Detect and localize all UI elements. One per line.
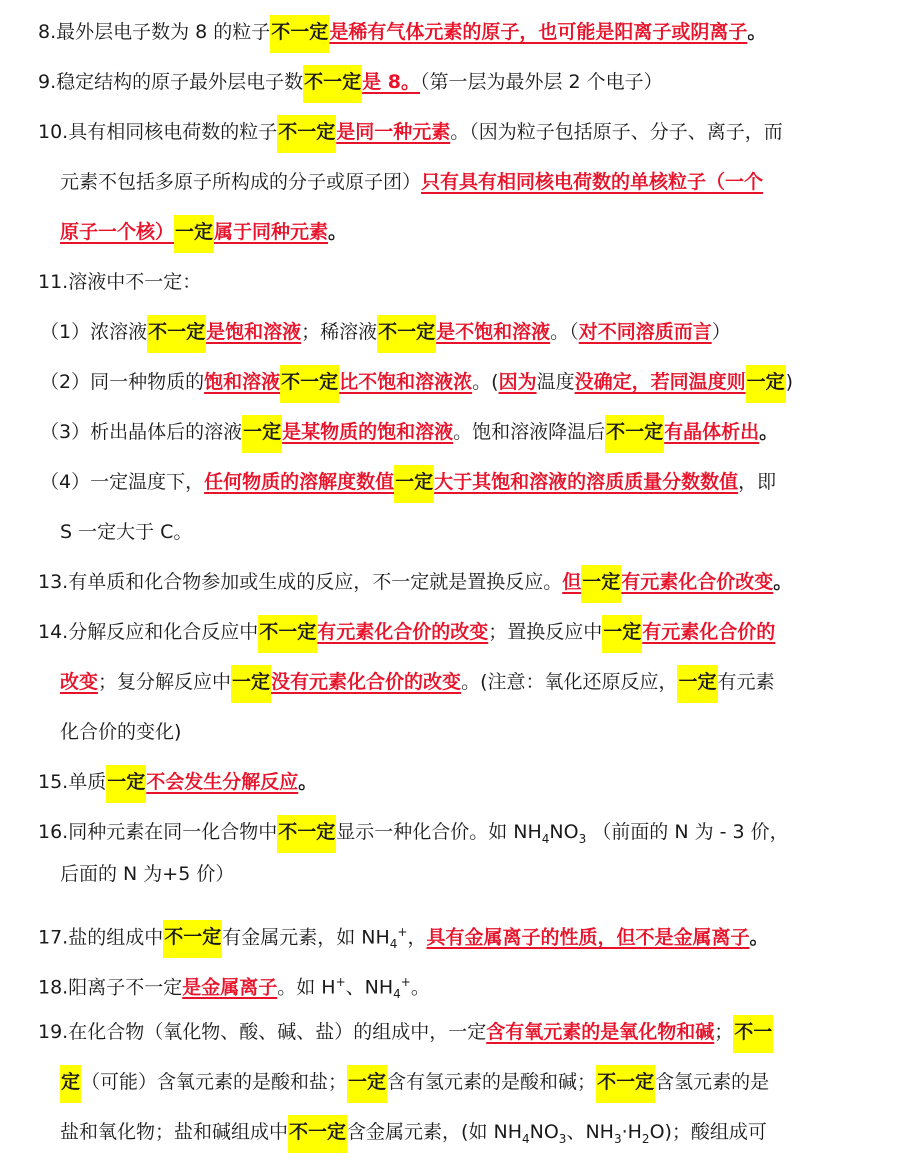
item-9-text: 9.稳定结构的原子最外层电子数 <box>38 71 304 93</box>
red-emphasis: 有元素化合价改变 <box>621 571 774 593</box>
highlight: 不一定 <box>163 920 222 958</box>
text: 。如 H <box>277 976 336 999</box>
red-emphasis: 比不饱和溶液浓 <box>339 371 473 393</box>
punct: 。 <box>773 571 793 593</box>
text: 化合价的变化) <box>60 721 182 743</box>
text: ， <box>407 926 427 949</box>
text: 。( <box>472 371 499 393</box>
text: ·H <box>621 1121 642 1143</box>
item-18-text: 18.阳离子不一定 <box>38 976 183 999</box>
text: 。（ <box>550 321 579 343</box>
text: ；稀溶液 <box>301 321 378 343</box>
highlight: 不一定 <box>277 115 336 153</box>
highlight: 一定 <box>581 565 621 603</box>
text: 含金属元素，(如 NH <box>347 1121 522 1143</box>
red-emphasis: 具有金属离子的性质，但不是金属离子 <box>426 926 750 949</box>
highlight: 一定 <box>174 215 214 253</box>
red-emphasis: 有元素化合价的改变 <box>317 621 489 643</box>
subscript: 2 <box>641 1131 650 1146</box>
highlight: 一定 <box>746 365 786 403</box>
item-19-line-2 <box>60 1064 769 1100</box>
item-17-text: 17.盐的组成中 <box>38 926 164 949</box>
item-14-line-3 <box>60 714 181 750</box>
item-10-line-2 <box>60 164 763 200</box>
highlight: 不一定 <box>303 65 362 103</box>
subscript: 4 <box>389 937 398 952</box>
red-emphasis: 是某物质的饱和溶液 <box>282 421 454 443</box>
text: （2）同一种物质的 <box>40 371 205 393</box>
item-17 <box>38 914 769 950</box>
text: ，即 <box>738 471 777 493</box>
item-16-text: 16.同种元素在同一化合物中 <box>38 821 278 843</box>
red-emphasis: 没确定，若同温度则 <box>574 371 746 393</box>
red-emphasis: 改变 <box>60 671 99 693</box>
item-14-line-1 <box>38 614 775 650</box>
item-15-text: 15.单质 <box>38 771 107 793</box>
text: 显示一种化合价。如 NH <box>336 821 542 843</box>
superscript: + <box>400 975 411 989</box>
item-10-text: 10.具有相同核电荷数的粒子 <box>38 121 278 143</box>
text: 盐和氧化物；盐和碱组成中 <box>60 1121 289 1143</box>
text: ；置换反应中 <box>488 621 603 643</box>
red-emphasis: 是饱和溶液 <box>206 321 302 343</box>
red-emphasis: 有元素化合价的 <box>642 621 776 643</box>
red-emphasis: 只有具有相同核电荷数的单核粒子（一个 <box>421 171 764 193</box>
red-emphasis: 是 8。 <box>362 71 420 93</box>
note: 。（因为粒子包括原子、分子、离子，而 <box>450 121 783 143</box>
text: O)；酸组成可 <box>649 1121 767 1143</box>
highlight: 一定 <box>231 665 271 703</box>
text: （1）浓溶液 <box>40 321 148 343</box>
superscript: + <box>397 925 408 939</box>
highlight: 不一 <box>733 1015 773 1053</box>
subscript: 3 <box>558 1131 567 1146</box>
item-15 <box>38 764 317 800</box>
item-16-line-1 <box>38 814 789 850</box>
text: 有元素 <box>717 671 775 693</box>
subscript: 3 <box>613 1131 622 1146</box>
subscript: 4 <box>393 987 401 1002</box>
red-emphasis: 是同一种元素 <box>336 121 451 143</box>
subscript: 4 <box>521 1131 530 1146</box>
red-emphasis: 饱和溶液 <box>204 371 281 393</box>
text: 温度 <box>536 371 575 393</box>
item-11-sub-4-cont <box>60 514 192 550</box>
red-emphasis: 是金属离子 <box>182 976 278 999</box>
highlight: 不一定 <box>277 815 336 853</box>
text: 含有氢元素的是酸和碱； <box>387 1071 597 1093</box>
subscript: 4 <box>541 831 550 846</box>
text: ） <box>711 321 731 343</box>
punct: 。 <box>328 221 348 243</box>
text: （3）析出晶体后的溶液 <box>40 421 243 443</box>
highlight: 不一定 <box>280 365 339 403</box>
text: 。饱和溶液降温后 <box>453 421 606 443</box>
highlight: 一定 <box>602 615 642 653</box>
text: NO <box>549 821 579 843</box>
red-emphasis: 含有氧元素的是氧化物和碱 <box>486 1021 715 1043</box>
text: 有金属元素，如 NH <box>222 926 390 949</box>
highlight: 一定 <box>242 415 282 453</box>
text: 。(注意：氧化还原反应， <box>461 671 678 693</box>
highlight: 一定 <box>394 465 434 503</box>
red-emphasis: 是不饱和溶液 <box>436 321 551 343</box>
text: NO <box>529 1121 559 1143</box>
item-11-sub-1 <box>40 314 731 350</box>
subscript: 3 <box>578 831 587 846</box>
red-emphasis: 属于同种元素 <box>214 221 329 243</box>
red-emphasis: 是稀有气体元素的原子，也可能是阳离子或阴离子 <box>329 21 748 43</box>
red-emphasis: 大于其饱和溶液的溶质质量分数数值 <box>434 471 739 493</box>
punct: 。 <box>747 21 767 43</box>
text: ； <box>714 1021 734 1043</box>
highlight: 定 <box>60 1065 81 1103</box>
item-11-heading <box>38 264 201 300</box>
red-emphasis: 不会发生分解反应 <box>146 771 299 793</box>
item-19-line-3 <box>60 1114 767 1150</box>
red-emphasis: 没有元素化合价的改变 <box>271 671 462 693</box>
red-emphasis: 但 <box>562 571 582 593</box>
item-19-text: 19.在化合物（氧化物、酸、碱、盐）的组成中，一定 <box>38 1021 487 1043</box>
text: S 一定大于 C。 <box>60 521 193 543</box>
punct: 。 <box>298 771 318 793</box>
highlight: 不一定 <box>288 1115 347 1153</box>
item-13-text: 13.有单质和化合物参加或生成的反应，不一定就是置换反应。 <box>38 571 563 593</box>
text: ) <box>785 371 794 393</box>
highlight: 不一定 <box>605 415 664 453</box>
item-11-sub-2 <box>40 364 793 400</box>
item-19-line-1 <box>38 1014 773 1050</box>
red-emphasis: 因为 <box>498 371 537 393</box>
item-11-text: 11.溶液中不一定： <box>38 271 202 293</box>
text: （前面的 N 为 - 3 价， <box>586 821 789 843</box>
item-16-line-2 <box>60 856 234 892</box>
text: 、NH <box>345 976 394 999</box>
red-emphasis: 对不同溶质而言 <box>578 321 712 343</box>
item-11-sub-4 <box>40 464 776 500</box>
highlight: 不一定 <box>258 615 317 653</box>
text: （可能）含氧元素的是酸和盐； <box>81 1071 348 1093</box>
text: 、NH <box>566 1121 614 1143</box>
highlight: 一定 <box>677 665 717 703</box>
highlight: 不一定 <box>147 315 206 353</box>
note: 元素不包括多原子所构成的分子或原子团） <box>60 171 422 193</box>
item-14-text: 14.分解反应和化合反应中 <box>38 621 259 643</box>
item-13 <box>38 564 792 600</box>
highlight: 一定 <box>347 1065 387 1103</box>
item-10-line-3 <box>60 214 347 250</box>
highlight: 不一定 <box>596 1065 655 1103</box>
text: （4）一定温度下， <box>40 471 205 493</box>
highlight: 不一定 <box>270 15 329 53</box>
note: （第一层为最外层 2 个电子） <box>420 71 663 93</box>
highlight: 一定 <box>106 765 146 803</box>
item-8-text: 8.最外层电子数为 8 的粒子 <box>38 21 271 43</box>
item-9 <box>38 64 663 100</box>
text: ；复分解反应中 <box>98 671 232 693</box>
item-18 <box>38 964 430 1000</box>
punct: 。 <box>759 421 779 443</box>
red-emphasis: 任何物质的溶解度数值 <box>204 471 395 493</box>
item-10-line-1 <box>38 114 783 150</box>
red-emphasis: 有晶体析出 <box>664 421 760 443</box>
item-14-line-2 <box>60 664 775 700</box>
text: 含氢元素的是 <box>655 1071 770 1093</box>
highlight: 不一定 <box>377 315 436 353</box>
punct: 。 <box>749 926 769 949</box>
text: 后面的 N 为+5 价） <box>60 863 235 885</box>
text: 。 <box>410 976 430 999</box>
superscript: + <box>335 975 346 989</box>
item-11-sub-3 <box>40 414 778 450</box>
red-emphasis: 原子一个核） <box>60 221 175 243</box>
item-8 <box>38 14 766 50</box>
